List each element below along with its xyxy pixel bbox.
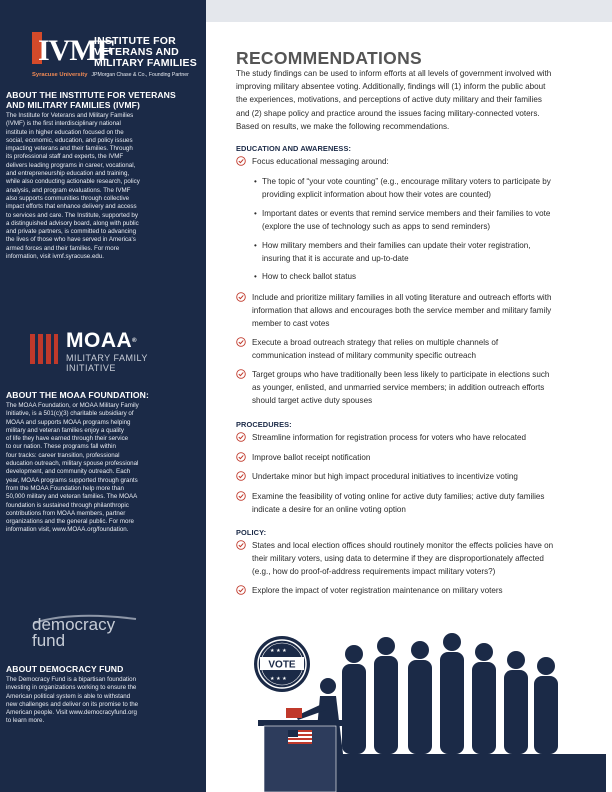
sidebar <box>0 0 206 792</box>
text-line: The Democracy Fund is a bipartisan foundation <box>6 676 137 683</box>
checklist-item-text <box>252 336 596 362</box>
bullet-icon: • <box>254 272 257 281</box>
text-line: Based on results, we make the following recommendations. <box>236 121 450 131</box>
check-circle-icon <box>236 471 246 481</box>
democracy-fund-heading: ABOUT DEMOCRACY FUND <box>6 664 124 674</box>
text-line: from the MOAA Foundation help more than <box>6 484 124 492</box>
moaa-heading: ABOUT THE MOAA FOUNDATION: <box>6 390 149 400</box>
text-line: military and veteran families enjoy a quality <box>6 426 124 434</box>
text-line: foundation is sustained through philanthropic <box>6 501 129 509</box>
text-line: Streamline information for registration process for voters who have relocated <box>252 433 526 442</box>
check-circle-icon <box>236 585 246 595</box>
text-line: (explore the use of technology such as apps to send reminders) <box>262 222 491 232</box>
text-line: as younger, enlisted, and unmarried service members; in addition outreach efforts <box>252 383 545 393</box>
text-line: Important dates or events that remind service members and their families to vote <box>262 209 551 218</box>
text-line: providing explicit information about how their votes are counted) <box>262 190 492 200</box>
text-line: insuring that it is accurate and up-to-date <box>262 254 409 264</box>
text-line: to learn more. <box>6 717 45 725</box>
text-line: Initiative, is a 501(c)(3) charitable subsidiary of <box>6 410 134 418</box>
text-line: information that allows and encourages both the service member and military family <box>252 306 552 316</box>
text-line: and entrepreneurship education and training, <box>6 170 130 178</box>
text-line: institute in higher education focused on the <box>6 128 124 136</box>
checklist-item-text <box>252 451 596 464</box>
text-line: social, economic, education, and policy issues <box>6 136 133 144</box>
text-line: (IVMF) is the first interdisciplinary national <box>6 120 121 128</box>
text-line: development, and community outreach. Each <box>6 468 131 476</box>
check-circle-icon <box>236 452 246 462</box>
ivmf-body <box>6 112 198 261</box>
checklist-item-text <box>252 490 596 516</box>
text-line: its professional staff and experts, the IVMF <box>6 153 124 161</box>
checklist-item-text <box>252 584 596 597</box>
text-line: Improve ballot receipt notification <box>252 453 371 462</box>
text-line: armed forces and their families. For more <box>6 244 120 252</box>
text-line: The study findings can be used to inform efforts at all levels of government involved with <box>236 69 552 78</box>
text-line: to services and care. The Institute, supported by <box>6 211 138 219</box>
check-circle-icon <box>236 432 246 442</box>
text-line: Explore the impact of voter registration maintenance on military voters <box>252 586 503 595</box>
text-line: communication instead of military community specific outreach <box>252 351 477 361</box>
text-line: Undertake minor but high impact procedural initiatives to incentivize voting <box>252 472 518 481</box>
check-circle-icon <box>236 156 246 166</box>
checklist-item-text <box>252 470 596 483</box>
bullet-item-text <box>262 270 596 283</box>
moaa-subtitle: MILITARY FAMILY INITIATIVE <box>66 353 148 373</box>
text-line: (e.g., how do proof-of-address requirements impact military voters?) <box>252 567 496 577</box>
crowd-silhouette <box>296 633 606 792</box>
bullet-item-text <box>262 239 596 265</box>
section-heading-policy: POLICY: <box>236 528 267 537</box>
intro-paragraph <box>236 67 596 133</box>
text-line: Target groups who have traditionally been less likely to participate in elections such <box>252 370 550 379</box>
bullet-icon: • <box>254 177 257 186</box>
ballot-box-icon <box>258 720 342 792</box>
text-line: impacting veterans and their families. Through <box>6 145 133 153</box>
text-line: should target active duty spouses <box>252 396 373 406</box>
text-line: delivers leading programs in career, vocational, <box>6 161 136 169</box>
svg-text:★ ★ ★: ★ ★ ★ <box>270 676 287 682</box>
text-line: and (2) shape policy and practice around the issues facing military-connected voters. <box>236 108 540 118</box>
svg-text:★ ★ ★: ★ ★ ★ <box>270 648 287 654</box>
democracy-fund-body <box>6 676 198 726</box>
text-line: new challenges and deliver on its promise to the <box>6 700 139 708</box>
text-line: indicate a desire for an online voting option <box>252 505 406 515</box>
democracy-fund-wordmark: democracy fund <box>32 615 116 650</box>
text-line: investing in organizations working to ensure the <box>6 684 137 692</box>
text-line: information visit, www.MOAA.org/foundation. <box>6 526 129 534</box>
flag-icon <box>30 334 58 364</box>
text-line: education outreach, military spouse professional <box>6 460 139 468</box>
text-line: The Institute for Veterans and Military Families <box>6 112 134 119</box>
moaa-body <box>6 402 198 535</box>
vote-badge-icon <box>254 636 310 692</box>
text-line: organizations and the general public. For more <box>6 518 134 526</box>
text-line: Include and prioritize military families in all voting literature and outreach efforts with <box>252 293 552 302</box>
text-line: contributions from MOAA members, partner <box>6 509 126 517</box>
checklist-item-text <box>252 539 596 579</box>
top-band <box>206 0 612 22</box>
ivmf-logo <box>32 32 202 82</box>
text-line: How to check ballot status <box>262 272 357 281</box>
text-line: a distinguished advisory board, along with public <box>6 219 139 227</box>
text-line: American people. Visit www.democracyfund.org <box>6 709 137 717</box>
text-line: year, MOAA programs supported through grants <box>6 476 138 484</box>
svg-text:VOTE: VOTE <box>268 659 296 671</box>
text-line: and private partners, is committed to advancing <box>6 228 137 236</box>
text-line: States and local election offices should routinely monitor the effects policies have on <box>252 541 554 550</box>
moaa-logo <box>30 328 200 376</box>
check-circle-icon <box>236 369 246 379</box>
text-line: improving military absentee voting. Additionally, findings will (1) inform the public about <box>236 82 546 92</box>
text-line: Execute a broad outreach strategy that relies on multiple channels of <box>252 338 499 347</box>
section-heading-education: EDUCATION AND AWARENESS: <box>236 144 352 153</box>
checklist-item-text <box>252 431 596 444</box>
ballot-icon <box>286 708 302 718</box>
text-line: also supports communities through collective <box>6 194 130 202</box>
text-line: four tracks: career transition, professional <box>6 451 120 459</box>
ivmf-mark: IVMF <box>32 32 90 72</box>
check-circle-icon <box>236 491 246 501</box>
text-line: of life they have earned through their service <box>6 435 129 443</box>
bullet-icon: • <box>254 241 257 250</box>
text-line: member to cast votes <box>252 319 330 329</box>
text-line: to our nation. These programs fall within <box>6 443 116 451</box>
bullet-icon: • <box>254 209 257 218</box>
ivmf-heading: ABOUT THE INSTITUTE FOR VETERANS AND MILITARY FAMILIES (IVMF) <box>6 90 176 110</box>
text-line: The MOAA Foundation, or MOAA Military Family <box>6 402 139 409</box>
text-line: the lives of those who have served in America's <box>6 236 136 244</box>
text-line: their military voters, using data to determine if they are disproportionately affected <box>252 554 544 564</box>
text-line: How military members and their families can update their voter registration, <box>262 241 531 250</box>
democracy-fund-logo <box>32 613 172 659</box>
text-line: 50,000 military and veteran families. The MOAA <box>6 493 138 501</box>
checklist-item-text <box>252 368 596 408</box>
checklist-item-text: Focus educational messaging around: <box>252 157 389 166</box>
text-line: Examine the feasibility of voting online for active duty families; active duty families <box>252 492 545 501</box>
moaa-wordmark: MOAA® <box>66 329 138 352</box>
page-title: RECOMMENDATIONS <box>236 48 422 68</box>
text-line: impact efforts that enhance delivery and access <box>6 203 137 211</box>
ivmf-partner-line: Syracuse University JPMorgan Chase & Co., Founding Partner <box>32 72 189 78</box>
text-line: MOAA and supports MOAA programs helping <box>6 418 131 426</box>
check-circle-icon <box>236 292 246 302</box>
text-line: analysis, and program evaluations. The IVMF <box>6 186 131 194</box>
text-line: the experiences, motivations, and perceptions of active duty military and their families <box>236 95 542 105</box>
voting-illustration <box>236 612 612 792</box>
check-circle-icon <box>236 337 246 347</box>
bullet-item-text <box>262 207 596 233</box>
checklist-item-text <box>252 291 596 331</box>
bullet-item-text <box>262 175 596 201</box>
ivmf-name: INSTITUTE FOR VETERANS AND MILITARY FAMILIES <box>94 35 197 69</box>
text-line: while also conducting actionable research, policy <box>6 178 140 186</box>
check-circle-icon <box>236 540 246 550</box>
text-line: information, visit ivmf.syracuse.edu. <box>6 253 105 261</box>
text-line: The topic of “your vote counting” (e.g., encourage military voters to participate by <box>262 177 551 186</box>
section-heading-procedures: PROCEDURES: <box>236 420 292 429</box>
text-line: American political system is able to withstand <box>6 692 131 700</box>
